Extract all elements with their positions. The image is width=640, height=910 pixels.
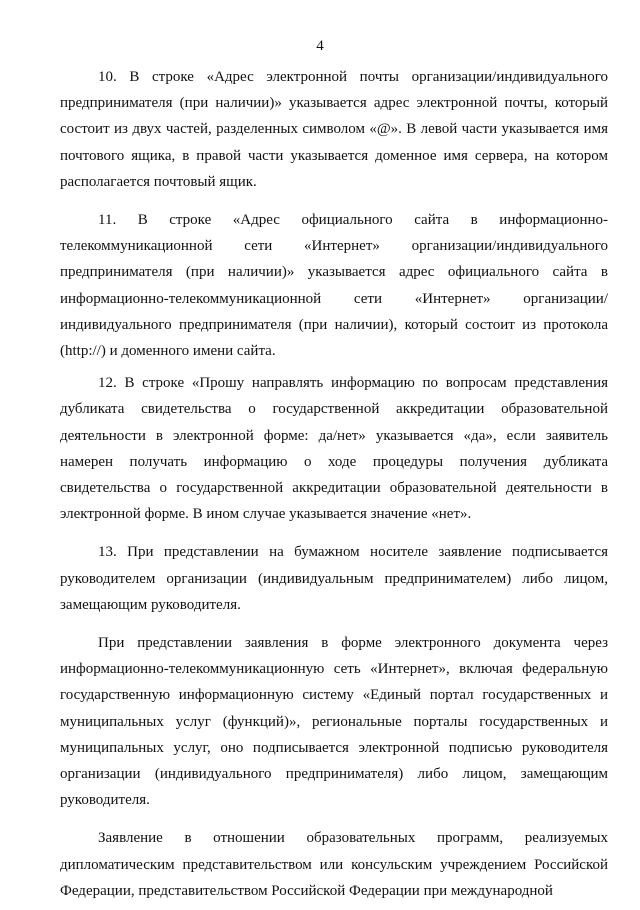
- paragraph-11-website-address: 11. В строке «Адрес официального сайта в информационно-телекоммуникационной сети «Интернет» организации/индивидуального предпринимателя (при наличии)» указывается адрес официального сайта в информационно-телекоммуникационной сети «Интернет» организации/ индивидуального предпринимателя (при наличии), который состоит из протокола (http://) и доменного имени сайта.: [60, 212, 608, 360]
- paragraph-diplomatic-representation: Заявление в отношении образовательных программ, реализуемых дипломатическим представительством или консульским учреждением Российской Федерации, представительством Российской Федерации при международной: [60, 830, 608, 899]
- page-number: 4: [316, 38, 324, 54]
- document-body: [60, 64, 608, 910]
- paragraph-10-email-address: 10. В строке «Адрес электронной почты организации/индивидуального предпринимателя (при наличии)» указывается адрес электронной почты, который состоит из двух частей, разделенных символом «@». В левой части указывается имя почтового ящика, в правой части указывается доменное имя сервера, на котором располагается почтовый ящик.: [60, 69, 608, 190]
- paragraph-electronic-signing: При представлении заявления в форме электронного документа через информационно-телекоммуникационную сеть «Интернет», включая федеральную государственную информационную систему «Единый портал государственных и муниципальных услуг (функций)», региональные порталы государственных и муниципальных услуг, оно подписывается электронной подписью руководителя организации (индивидуального предпринимателя) либо лицом, замещающим руководителя.: [60, 635, 608, 809]
- paragraph-12-electronic-info: 12. В строке «Прошу направлять информацию по вопросам представления дубликата свидетельства о государственной аккредитации образовательной деятельности в электронной форме: да/нет» указывается «да», если заявитель намерен получать информацию о ходе процедуры получения дубликата свидетельства о государственной аккредитации образовательной деятельности в электронной форме. В ином случае указывается значение «нет».: [60, 375, 608, 523]
- paragraph-13-paper-signing: 13. При представлении на бумажном носителе заявление подписывается руководителем организации (индивидуальным предпринимателем) либо лицом, замещающим руководителя.: [60, 544, 608, 613]
